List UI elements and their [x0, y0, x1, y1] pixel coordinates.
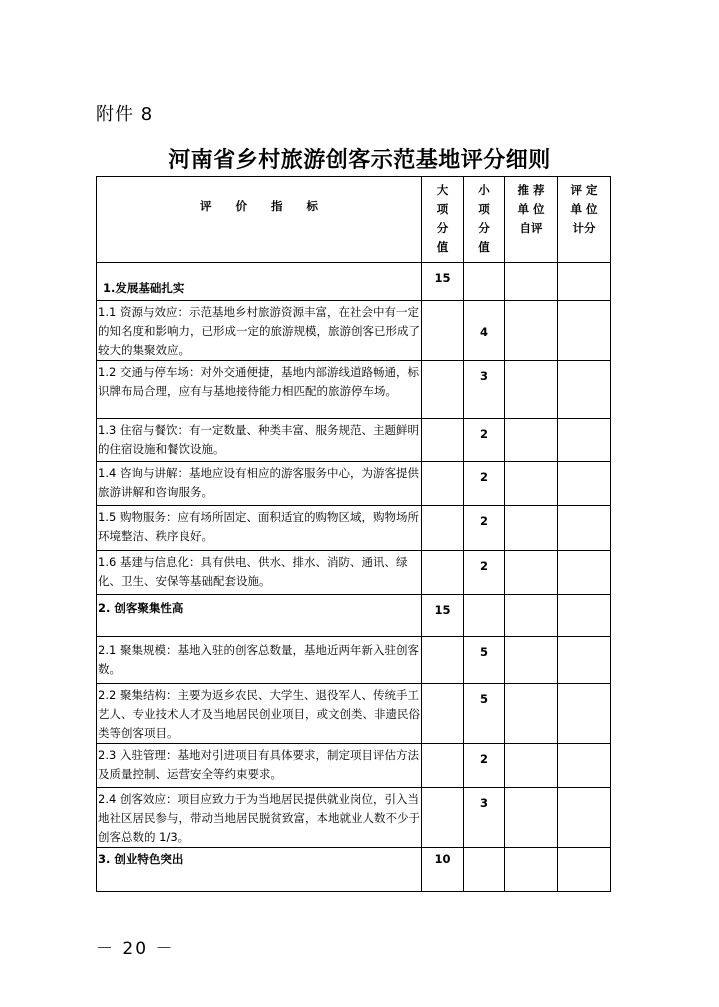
header-evaluate-line: 评 定: [570, 183, 598, 197]
big-score-cell: 10: [422, 848, 464, 892]
small-score-cell: [464, 595, 505, 637]
table-row: [97, 744, 611, 788]
big-score-cell: [422, 301, 464, 361]
small-score-cell: [464, 848, 505, 892]
small-score-cell: 2: [464, 744, 505, 788]
table-row: [97, 595, 611, 637]
header-evaluate: [558, 177, 611, 263]
small-score-cell: 2: [464, 506, 505, 551]
header-big-char: 值: [436, 240, 449, 254]
table-row: [97, 462, 611, 506]
header-recommend-line: 推 荐: [517, 183, 545, 197]
item-text: 2.2 聚集结构：主要为返乡农民、大学生、退役军人、传统手工艺人、专业技术人才及当地居民创业项目，或文创类、非遗民俗类等创客项目。: [97, 684, 422, 744]
item-text: 2.1 聚集规模：基地入驻的创客总数量，基地近两年新入驻创客数。: [97, 637, 422, 684]
header-indicator-char: 评: [200, 199, 212, 213]
table-row: [97, 684, 611, 744]
evaluate-score-cell[interactable]: [558, 637, 611, 684]
evaluate-score-cell[interactable]: [558, 301, 611, 361]
evaluate-score-cell[interactable]: [558, 361, 611, 419]
header-recommend: [505, 177, 558, 263]
recommend-score-cell[interactable]: [505, 301, 558, 361]
evaluate-score-cell[interactable]: [558, 788, 611, 848]
recommend-score-cell[interactable]: [505, 848, 558, 892]
header-small-char: 小: [478, 183, 490, 197]
section-title: 1.发展基础扎实: [97, 263, 422, 301]
page-title: 河南省乡村旅游创客示范基地评分细则: [168, 147, 551, 173]
table-row: [97, 788, 611, 848]
evaluate-score-cell[interactable]: [558, 551, 611, 595]
section-title: 2. 创客聚集性高: [97, 595, 422, 637]
small-score-cell: 5: [464, 684, 505, 744]
small-score-cell: 3: [464, 361, 505, 419]
recommend-score-cell[interactable]: [505, 637, 558, 684]
recommend-score-cell[interactable]: [505, 263, 558, 301]
header-small-char: 值: [478, 240, 490, 254]
small-score-cell: [464, 263, 505, 301]
recommend-score-cell[interactable]: [505, 361, 558, 419]
item-text: 1.3 住宿与餐饮：有一定数量、种类丰富、服务规范、主题鲜明的住宿设施和餐饮设施。: [97, 419, 422, 462]
big-score-cell: [422, 419, 464, 462]
header-big-score: [422, 177, 464, 263]
scoring-table: [96, 176, 611, 892]
small-score-cell: 2: [464, 419, 505, 462]
big-score-cell: [422, 506, 464, 551]
evaluate-score-cell[interactable]: [558, 595, 611, 637]
big-score-cell: [422, 684, 464, 744]
small-score-cell: 3: [464, 788, 505, 848]
item-text: 1.1 资源与效应：示范基地乡村旅游资源丰富，在社会中有一定的知名度和影响力，已形成一定的旅游规模，旅游创客已形成了较大的集聚效应。: [97, 301, 422, 361]
recommend-score-cell[interactable]: [505, 419, 558, 462]
attachment-label: 附件 8: [96, 104, 154, 125]
item-text: 2.4 创客效应：项目应致力于为当地居民提供就业岗位，引入当地社区居民参与，带动当地居民脱贫致富，本地就业人数不少于创客总数的 1/3。: [97, 788, 422, 848]
small-score-cell: 4: [464, 301, 505, 361]
header-small-char: 项: [478, 202, 490, 216]
table-row: [97, 361, 611, 419]
table-row: [97, 848, 611, 892]
header-small-score: [464, 177, 505, 263]
header-indicator-char: 价: [235, 199, 247, 213]
evaluate-score-cell[interactable]: [558, 684, 611, 744]
table-row: [97, 419, 611, 462]
table-row: [97, 637, 611, 684]
recommend-score-cell[interactable]: [505, 744, 558, 788]
recommend-score-cell[interactable]: [505, 595, 558, 637]
header-evaluate-line: 单 位: [570, 202, 598, 216]
table-row: [97, 301, 611, 361]
header-indicator-char: 标: [306, 199, 318, 213]
table-row: [97, 551, 611, 595]
big-score-cell: [422, 551, 464, 595]
recommend-score-cell[interactable]: [505, 551, 558, 595]
item-text: 1.4 咨询与讲解：基地应设有相应的游客服务中心，为游客提供旅游讲解和咨询服务。: [97, 462, 422, 506]
big-score-cell: 15: [422, 263, 464, 301]
evaluate-score-cell[interactable]: [558, 263, 611, 301]
recommend-score-cell[interactable]: [505, 788, 558, 848]
header-big-char: 大: [436, 183, 449, 197]
big-score-cell: [422, 788, 464, 848]
item-text: 2.3 入驻管理：基地对引进项目有具体要求，制定项目评估方法及质量控制、运营安全等约束要求。: [97, 744, 422, 788]
big-score-cell: 15: [422, 595, 464, 637]
header-evaluate-line: 计分: [572, 221, 596, 235]
item-text: 1.2 交通与停车场：对外交通便捷，基地内部游线道路畅通，标识牌布局合理，应有与基地接待能力相匹配的旅游停车场。: [97, 361, 422, 419]
evaluate-score-cell[interactable]: [558, 419, 611, 462]
recommend-score-cell[interactable]: [505, 462, 558, 506]
big-score-cell: [422, 361, 464, 419]
recommend-score-cell[interactable]: [505, 506, 558, 551]
item-text: 1.6 基建与信息化：具有供电、供水、排水、消防、通讯、绿化、卫生、安保等基础配套设施。: [97, 551, 422, 595]
big-score-cell: [422, 462, 464, 506]
recommend-score-cell[interactable]: [505, 684, 558, 744]
page-number: － 20 －: [96, 939, 175, 959]
item-text: 1.5 购物服务：应有场所固定、面积适宜的购物区域，购物场所环境整洁、秩序良好。: [97, 506, 422, 551]
table-row: [97, 263, 611, 301]
small-score-cell: 5: [464, 637, 505, 684]
header-recommend-line: 单 位: [517, 202, 545, 216]
evaluate-score-cell[interactable]: [558, 506, 611, 551]
table-header-row: [97, 177, 611, 263]
evaluate-score-cell[interactable]: [558, 462, 611, 506]
header-indicator-char: 指: [271, 199, 283, 213]
header-indicator: [97, 177, 422, 263]
header-big-char: 分: [436, 221, 449, 235]
header-small-char: 分: [478, 221, 490, 235]
header-recommend-line: 自评: [519, 221, 543, 235]
small-score-cell: 2: [464, 462, 505, 506]
big-score-cell: [422, 744, 464, 788]
section-title: 3. 创业特色突出: [97, 848, 422, 892]
small-score-cell: 2: [464, 551, 505, 595]
big-score-cell: [422, 637, 464, 684]
header-big-char: 项: [436, 202, 449, 216]
evaluate-score-cell[interactable]: [558, 744, 611, 788]
evaluate-score-cell[interactable]: [558, 848, 611, 892]
table-row: [97, 506, 611, 551]
